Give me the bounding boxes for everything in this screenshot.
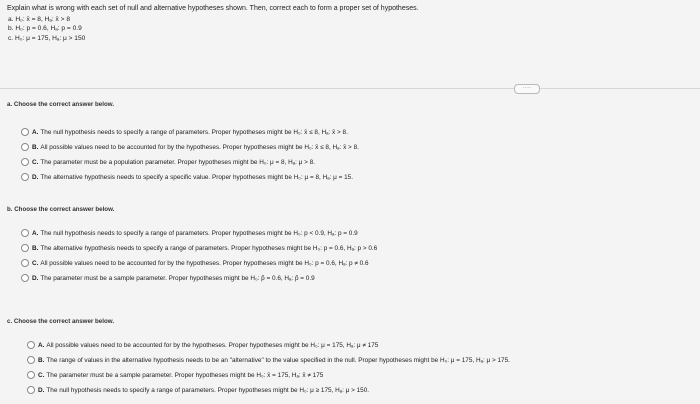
part-c-option-a[interactable] (7, 338, 693, 353)
option-letter: B. (38, 357, 45, 364)
option-letter: C. (32, 159, 39, 166)
hypotheses-list (7, 15, 693, 43)
option-letter: A. (38, 342, 45, 349)
part-c-option-b[interactable] (7, 353, 693, 368)
part-b-option-d[interactable] (7, 271, 693, 286)
option-letter: A. (32, 230, 39, 237)
option-letter: D. (38, 387, 45, 394)
part-a-option-a[interactable] (7, 125, 693, 140)
option-letter: B. (32, 245, 39, 252)
part-a-option-b[interactable] (7, 140, 693, 155)
radio-button[interactable] (21, 173, 29, 181)
part-c-option-d[interactable] (7, 383, 693, 398)
part-a (7, 101, 693, 185)
option-text: The parameter must be a sample parameter. Proper hypotheses might be H₀: p̂ = 0.6, Hₐ: p̂ = 0.9 (40, 275, 315, 282)
option-text: The range of values in the alternative hypothesis needs to be an "alternative" to the value specified in the null. Proper hypotheses might be H₀: μ = 175, Hₐ: μ > 175. (46, 357, 510, 364)
option-letter: A. (32, 129, 39, 136)
radio-button[interactable] (21, 158, 29, 166)
option-text: All possible values need to be accounted for by the hypotheses. Proper hypotheses might be H₀: p = 0.6, Hₐ: p ≠ 0.6 (40, 260, 369, 267)
part-a-prompt: a. Choose the correct answer below. (7, 101, 115, 108)
option-text: The alternative hypothesis needs to specify a range of parameters. Proper hypotheses might be H₀: p = 0.6, Hₐ: p > 0.6 (40, 245, 378, 252)
part-b-option-b[interactable] (7, 241, 693, 256)
hypothesis-a: a. H₀: x̄ = 8, Hₐ: x̄ > 8 (8, 16, 70, 23)
hypothesis-c: c. H₀: μ = 175, Hₐ: μ > 150 (8, 34, 86, 42)
option-text: The parameter must be a sample parameter. Proper hypotheses might be H₀: x̄ = 175, Hₐ: x̄ ≠ 175 (46, 372, 324, 379)
option-letter: B. (32, 144, 39, 151)
radio-button[interactable] (27, 356, 35, 364)
part-b-prompt: b. Choose the correct answer below. (7, 206, 115, 213)
option-letter: D. (32, 174, 39, 181)
option-text: The alternative hypothesis needs to specify a specific value. Proper hypotheses might be H₀: μ = 8, Hₐ: μ = 15. (40, 174, 353, 181)
radio-button[interactable] (21, 128, 29, 136)
option-text: The null hypothesis needs to specify a range of parameters. Proper hypotheses might be H₀: p < 0.9, Hₐ: p = 0.9 (40, 230, 358, 237)
radio-button[interactable] (21, 244, 29, 252)
hypothesis-b: b. H₀: p = 0.6, Hₐ: p = 0.9 (8, 25, 82, 33)
question-text: Explain what is wrong with each set of null and alternative hypotheses shown. Then, correct each to form a proper set of hypotheses. (7, 5, 419, 12)
radio-button[interactable] (27, 386, 35, 394)
radio-button[interactable] (21, 274, 29, 282)
part-a-option-c[interactable] (7, 155, 693, 170)
question-header (7, 4, 693, 43)
option-letter: D. (32, 275, 39, 282)
option-letter: C. (38, 372, 45, 379)
radio-button[interactable] (21, 259, 29, 267)
radio-button[interactable] (27, 341, 35, 349)
part-c-prompt: c. Choose the correct answer below. (7, 318, 115, 325)
option-text: The parameter must be a population parameter. Proper hypotheses might be H₀: μ = 8, Hₐ: μ > 8. (40, 159, 315, 166)
option-text: All possible values need to be accounted for by the hypotheses. Proper hypotheses might be H₀: μ = 175, Hₐ: μ ≠ 175 (46, 342, 379, 349)
part-b-option-c[interactable] (7, 256, 693, 271)
radio-button[interactable] (21, 229, 29, 237)
expand-button[interactable]: ····· (514, 84, 540, 94)
part-b (7, 206, 693, 286)
part-c (7, 318, 693, 398)
part-a-option-d[interactable] (7, 170, 693, 185)
part-b-option-a[interactable] (7, 226, 693, 241)
radio-button[interactable] (21, 143, 29, 151)
option-text: All possible values need to be accounted for by the hypotheses. Proper hypotheses might be H₀: x̄ ≤ 8, Hₐ: x̄ > 8. (40, 144, 359, 151)
option-text: The null hypothesis needs to specify a range of parameters. Proper hypotheses might be H₀: μ ≥ 175, Hₐ: μ > 150. (46, 387, 370, 394)
option-text: The null hypothesis needs to specify a range of parameters. Proper hypotheses might be H₀: x̄ ≤ 8, Hₐ: x̄ > 8. (40, 129, 348, 136)
section-divider (0, 88, 700, 89)
radio-button[interactable] (27, 371, 35, 379)
part-c-option-c[interactable] (7, 368, 693, 383)
option-letter: C. (32, 260, 39, 267)
